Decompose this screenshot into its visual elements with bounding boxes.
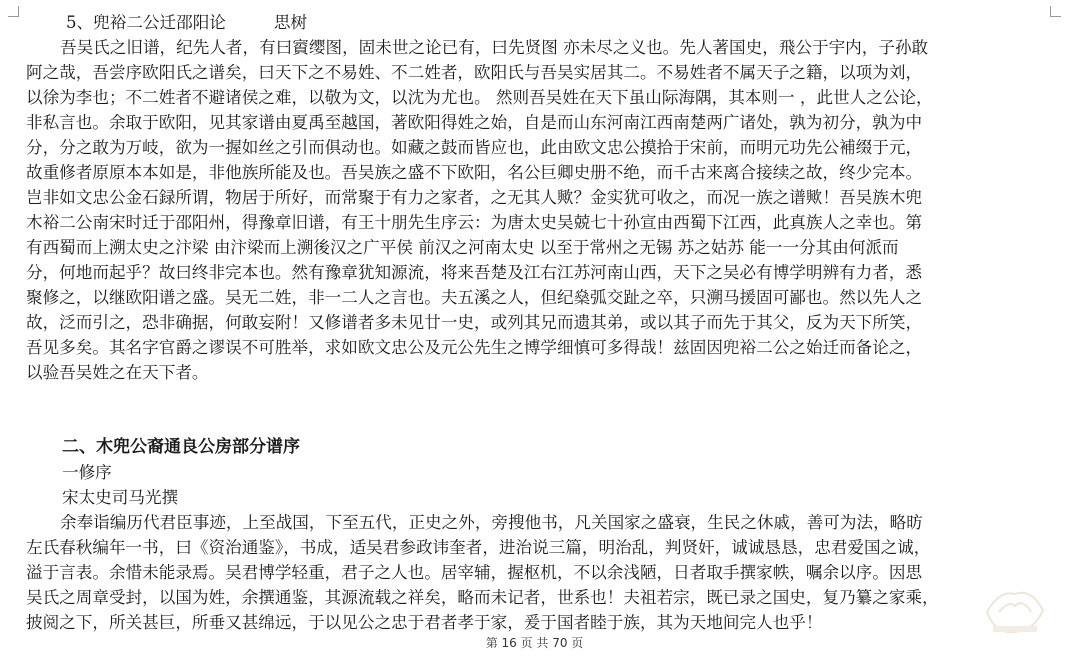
paragraph-line: 阿之哉，吾尝序欧阳氏之谱矣，曰天下之不易姓、不二姓者，欧阳氏与吾吴实居其二。不易姓者不属天子之籍，以项为刘， bbox=[26, 63, 923, 82]
paragraph-line: 余奉诣编历代君臣事迹，上至战国，下至五代，正史之外，旁搜他书，凡关国家之盛衰，生民之休戚，善可为法，略昉 bbox=[60, 513, 923, 532]
paragraph-line: 分，分之敢为万岐，欲为一握如丝之引而俱动也。如藏之鼓而皆应也，此由欧文忠公摸拾于宋前，而明元功先公補缀于元， bbox=[26, 138, 923, 157]
section-spacer bbox=[26, 385, 1048, 435]
paragraph-line: 以徐为李也；不二姓者不避诸侯之难，以敬为文，以沈为尤也。 然则吾吴姓在天下虽山际海隅，其本则一 ，此世人之公论， bbox=[26, 88, 933, 107]
paragraph-line: 岂非如文忠公金石録所谓，物居于所好，而常聚于有力之家者，之无其人歟？金实犹可收之，而况一族之谱歟！吾吴族木兜 bbox=[26, 188, 923, 207]
paragraph-line: 木裕二公南宋时迁于邵阳州，得豫章旧谱，有王十朋先生序云：为唐太史吴兢七十孙宣由西蜀下江西，此真族人之幸也。第 bbox=[26, 213, 923, 232]
watermark-seal-icon bbox=[979, 582, 1051, 642]
paragraph-line: 以验吾吴姓之在天下者。 bbox=[26, 363, 209, 382]
paragraph-line: 溢于言表。余惜未能录焉。吴君博学轻重，君子之人也。居宰辅，握枢机，不以余浅陋，日者取手撰家帙，嘱余以序。因思 bbox=[26, 563, 923, 582]
section-heading bbox=[26, 10, 1048, 35]
section-author: 思树 bbox=[273, 13, 308, 32]
paragraph-line: 故重修者原原本本如是，非他族所能及也。吾吴族之盛不下欧阳，名公巨卿史册不绝，而千古来离合接续之故，终少完本。 bbox=[26, 163, 923, 182]
paragraph-line: 吾吴氏之旧谱，纪先人者，有曰賨缨图，固未世之论已有，曰先贤图 亦未尽之义也。先人著国史，飛公于宇内，子孙敢 bbox=[60, 38, 929, 57]
chapter-heading: 二、木兜公裔通良公房部分谱序 bbox=[62, 437, 300, 457]
page-corner-mark bbox=[1050, 6, 1061, 17]
paragraph-line: 披阅之下，所关甚巨，所垂又甚绵远，于以见公之忠于君者孝于家，爰于国者睦于族，其为天地间完人也乎！ bbox=[26, 613, 823, 632]
subheading: 一修序 bbox=[62, 463, 112, 482]
paragraph-line: 吾见多矣。其名字官爵之谬误不可胜举，求如欧文忠公及元公先生之博学细慎可多得哉！兹固因兜裕二公之始迁而备论之， bbox=[26, 338, 923, 357]
paragraph-line: 左氏春秋编年一书，曰《资治通鉴》，书成，适吴君参政讳奎者，进治说三篇，明治乱，判贤奸，诚诚恳恳，忠君爱国之诚， bbox=[26, 538, 931, 557]
author-line: 宋太史司马光撰 bbox=[62, 488, 179, 507]
paragraph-line: 吴氏之周章受封，以国为姓，余撰通鉴，其源流载之祥矣，略而未记者，世系也！夫祖若宗，既已录之国史，复乃纂之家乘， bbox=[26, 588, 939, 607]
page-number: 第 16 页 共 70 页 bbox=[485, 636, 584, 650]
page-corner-mark bbox=[8, 6, 19, 17]
paragraph-line: 分，何地而起乎？故曰终非完本也。然有豫章犹知源流，将来吾楚及江右江苏河南山西，天下之吴必有博学明辨有力者，悉 bbox=[26, 263, 923, 282]
paragraph-line: 聚修之，以继欧阳谱之盛。吴无二姓，非一二人之言也。夫五溪之人，但纪燊弧交趾之卒，只溯马援固可鄙也。然以先人之 bbox=[26, 288, 923, 307]
paragraph-line: 有西蜀而上溯太史之汴梁 由汴梁而上溯後汉之广平侯 前汉之河南太史 以至于常州之无锡 苏之姑苏 能一一分其由何派而 bbox=[26, 238, 899, 257]
paragraph-line: 故，泛而引之，恐非确据，何敢妄附！又修谱者多未见廿一史，或列其兄而遗其弟，或以其子而先于其父，反为天下所笑， bbox=[26, 313, 923, 332]
section-title: 5、兜裕二公迁邵阳论 bbox=[66, 13, 226, 32]
paragraph-line: 非私言也。余取于欧阳，见其家谱由夏禹至越国，著欧阳得姓之始，自是而山东河南江西南楚两广诸处，孰为初分，孰为中 bbox=[26, 113, 923, 132]
document-body bbox=[26, 10, 1048, 635]
